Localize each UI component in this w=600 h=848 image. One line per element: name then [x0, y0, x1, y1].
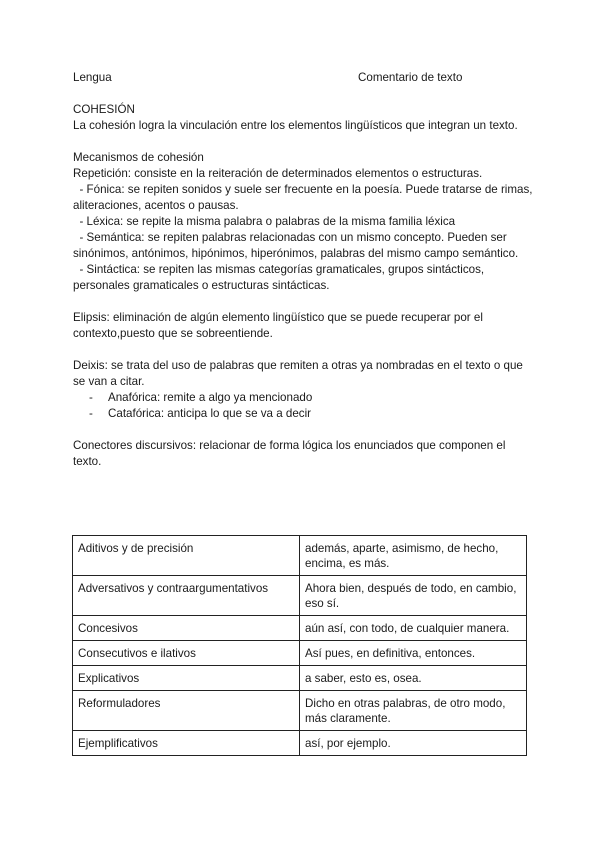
repetition-syntactic: - Sintáctica: se repiten las mismas categorías gramaticales, grupos sintácticos, personales gramaticales o estructuras sintácticas.: [73, 263, 488, 292]
connector-type: Consecutivos e ilativos: [73, 641, 300, 666]
connector-type: Aditivos y de precisión: [73, 536, 300, 576]
table-row: [73, 536, 527, 576]
connector-examples: aún así, con todo, de cualquier manera.: [300, 616, 527, 641]
deixis-list: [73, 390, 533, 422]
connector-examples: Ahora bien, después de todo, en cambio, eso sí.: [300, 576, 527, 616]
table-row: [73, 731, 527, 756]
repetition-semantic: - Semántica: se repiten palabras relacionadas con un mismo concepto. Pueden ser sinónimos, antónimos, hipónimos, hiperónimos, palabras del mismo campo semántico.: [73, 231, 519, 260]
connector-examples: así, por ejemplo.: [300, 731, 527, 756]
header-topic: Comentario de texto: [358, 71, 463, 84]
table-row: [73, 576, 527, 616]
connector-examples: además, aparte, asimismo, de hecho, encima, es más.: [300, 536, 527, 576]
cohesion-definition: La cohesión logra la vinculación entre los elementos lingüísticos que integran un texto.: [73, 119, 518, 132]
repetition-phonic: - Fónica: se repiten sonidos y suele ser frecuente en la poesía. Puede tratarse de rimas, aliteraciones, acentos o pausas.: [73, 183, 536, 212]
table-row: [73, 691, 527, 731]
deixis-paragraph: Deixis: se trata del uso de palabras que remiten a otras ya nombradas en el texto o que se van a citar.: [73, 359, 523, 388]
connector-examples: Así pues, en definitiva, entonces.: [300, 641, 527, 666]
document-page: [73, 70, 536, 470]
table-row: [73, 616, 527, 641]
deixis-item-anaphoric: - Anafórica: remite a algo ya mencionado: [89, 391, 313, 404]
connector-type: Concesivos: [73, 616, 300, 641]
connector-examples: a saber, esto es, osea.: [300, 666, 527, 691]
connector-type: Ejemplificativos: [73, 731, 300, 756]
connectors-table: [72, 535, 527, 756]
mechanisms-title: Mecanismos de cohesión: [73, 151, 204, 164]
table-row: [73, 666, 527, 691]
table-row: [73, 641, 527, 666]
header-subject: Lengua: [73, 71, 112, 84]
connector-type: Reformuladores: [73, 691, 300, 731]
page-header: [73, 70, 533, 86]
repetition-definition: Repetición: consiste en la reiteración de determinados elementos o estructuras.: [73, 167, 483, 180]
connector-type: Adversativos y contraargumentativos: [73, 576, 300, 616]
ellipsis-paragraph: Elipsis: eliminación de algún elemento lingüístico que se puede recuperar por el contexto,puesto que se sobreentiende.: [73, 311, 483, 340]
deixis-item-cataphoric: - Catafórica: anticipa lo que se va a decir: [89, 407, 312, 420]
connectors-paragraph: Conectores discursivos: relacionar de forma lógica los enunciados que componen el texto.: [73, 439, 506, 468]
connector-type: Explicativos: [73, 666, 300, 691]
cohesion-title: COHESIÓN: [73, 103, 135, 116]
connector-examples: Dicho en otras palabras, de otro modo, más claramente.: [300, 691, 527, 731]
repetition-lexical: - Léxica: se repite la misma palabra o palabras de la misma familia léxica: [73, 215, 456, 228]
